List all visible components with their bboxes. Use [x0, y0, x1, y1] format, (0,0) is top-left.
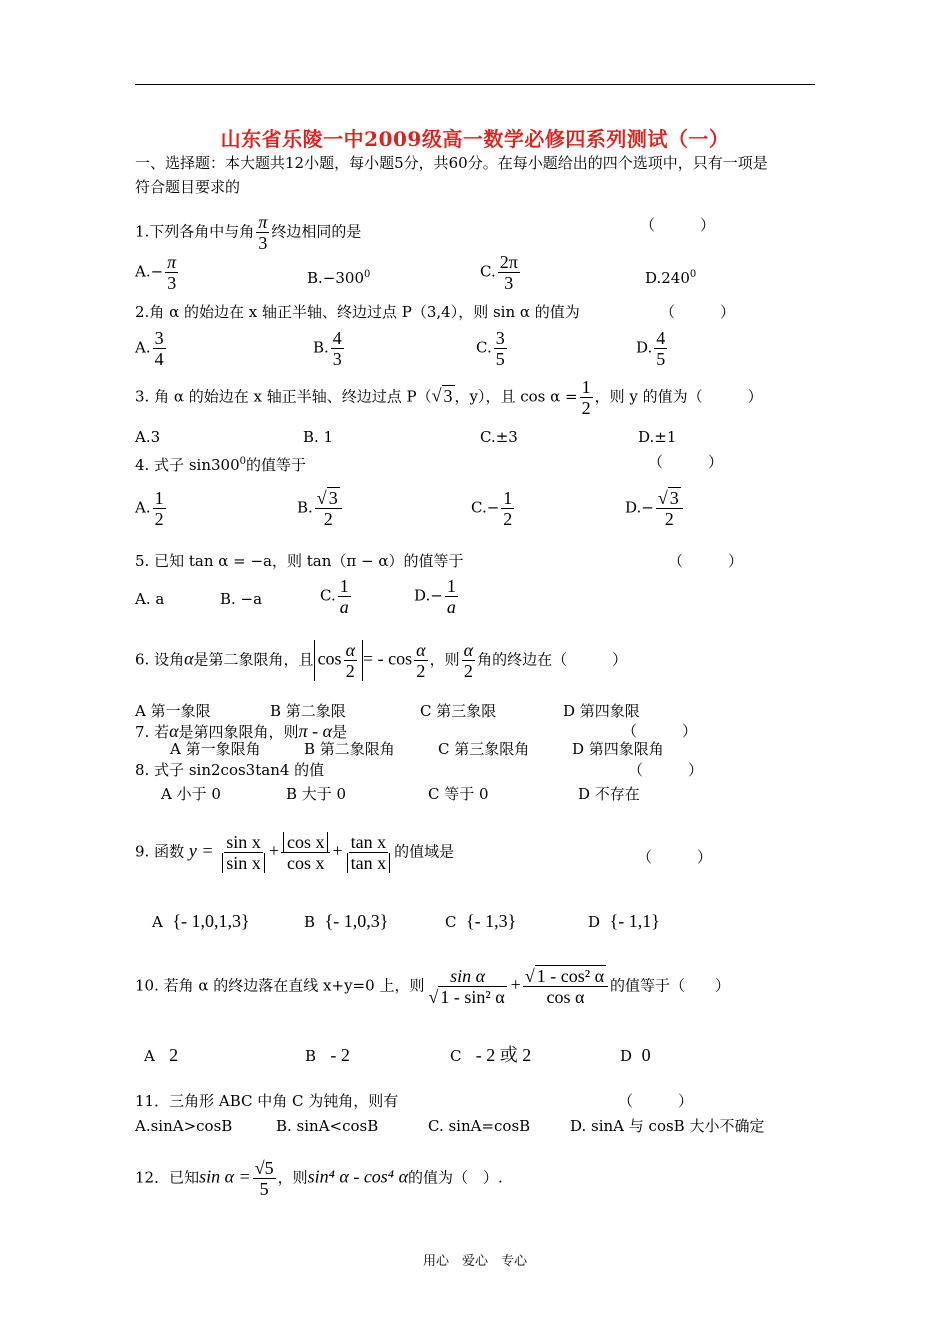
q2-option-c: C. $\frac{3}{5}$ — [476, 328, 505, 369]
question-5: 5. 已知 tan α = −a，则 tan（π − α）的值等于 — [135, 552, 464, 570]
question-8: 8. 式子 sin2cos3tan4 的值 — [135, 761, 325, 779]
q4-answer-paren: （ ） — [648, 453, 724, 471]
q1-stem-pre: 1.下列各角中与角 — [135, 222, 255, 241]
q3-option-d: D.±1 — [638, 428, 677, 446]
q10-option-a: A 2 — [144, 1045, 179, 1065]
header-rule — [135, 84, 815, 85]
q6-option-b: B 第二象限 — [270, 702, 346, 720]
q5-option-c: C. $\frac{1}{a}$ — [320, 576, 349, 617]
question-3: 3. 角 α 的始边在 x 轴正半轴、终边过点 P（√ 3 ，y），且 cos α = $\frac{1}{2}$ ，则 y 的值为（ ） — [135, 377, 763, 418]
section-intro-line1: 一、选择题：本大题共12小题，每小题5分，共60分。在每小题给出的四个选项中，只有一项是 — [135, 154, 768, 172]
section-intro-line2: 符合题目要求的 — [135, 178, 241, 196]
question-1 — [135, 212, 361, 253]
q9-answer-paren: （ ） — [637, 848, 713, 866]
q1-option-c: C. $\frac{2\pi}{3}$ — [480, 252, 518, 293]
question-10: 10. 若角 α 的终边落在直线 x+y=0 上，则 $\frac{\text{sin α}}{\text{√ 1 - sin² α}}$ + $\frac{\text{√ 1 - cos² α}}{\text{cos α}}$ 的值等于（ ） — [135, 966, 731, 1007]
q4-option-b: B. $\frac{√ 3}{2}$ — [297, 488, 344, 529]
question-2: 2.角 α 的始边在 x 轴正半轴、终边过点 P（3,4），则 sin α 的值为 — [135, 303, 580, 321]
q3-option-b: B. 1 — [303, 428, 334, 446]
q8-option-c: C 等于 0 — [428, 785, 489, 803]
q5-answer-paren: （ ） — [668, 552, 744, 570]
q11-option-a: A.sinA>cosB — [135, 1117, 233, 1135]
q7-answer-paren: （ ） — [622, 722, 698, 740]
q7-option-c: C 第三象限角 — [438, 740, 530, 758]
q10-option-b: B - 2 — [305, 1045, 350, 1065]
question-6: 6. 设角α是第二象限角，且 cos $\frac{\alpha}{2}$ = - cos $\frac{\alpha}{2}$ ，则 $\frac{\alpha}{2}$ 角的终边在（ ） — [135, 640, 628, 682]
q7-option-a: A 第一象限角 — [170, 740, 261, 758]
q2-option-d: D. $\frac{4}{5}$ — [636, 328, 666, 369]
q5-option-d: D.− $\frac{1}{a}$ — [414, 576, 456, 617]
q6-option-d: D 第四象限 — [563, 702, 640, 720]
q1-answer-paren: （ ） — [640, 216, 716, 234]
q1-fraction: $\frac{\pi}{3}$ — [258, 212, 268, 253]
q2-option-b: B. $\frac{4}{3}$ — [313, 328, 342, 369]
q9-option-d: D {- 1,1} — [588, 911, 660, 931]
q7-option-d: D 第四象限角 — [572, 740, 664, 758]
q10-option-c: C - 2 或 2 — [450, 1045, 532, 1065]
q11-option-c: C. sinA=cosB — [428, 1117, 531, 1135]
question-7: 7. 若α是第四象限角，则π - α是 — [135, 721, 348, 741]
q9-option-c: C {- 1,3} — [445, 911, 517, 931]
q1-option-a: A.− $\frac{\pi}{3}$ — [135, 252, 177, 293]
q1-option-d: D.240$^0$ — [645, 269, 697, 287]
q8-option-d: D 不存在 — [578, 785, 640, 803]
q2-option-a: A. $\frac{3}{4}$ — [135, 328, 164, 369]
question-11: 11．三角形 ABC 中角 C 为钝角，则有 — [135, 1092, 399, 1110]
question-9: 9. 函数 y = $\frac{\text{sin x}}{\text{sin x}}$ + $\frac{\text{cos x}}{\text{cos x}}$ + $\frac{\text{tan x}}{\text{tan x}}$ 的值域是 — [135, 832, 455, 873]
q9-option-b: B {- 1,0,3} — [304, 911, 389, 931]
q11-option-b: B. sinA<cosB — [276, 1117, 379, 1135]
q4-option-c: C.− $\frac{1}{2}$ — [471, 488, 513, 529]
q6-option-c: C 第三象限 — [420, 702, 497, 720]
page-footer: 用心 爱心 专心 — [422, 1254, 527, 1269]
question-4: 4. 式子 $\sin 300^0$的值等于 — [135, 456, 307, 474]
q7-option-b: B 第二象限角 — [304, 740, 395, 758]
q2-answer-paren: （ ） — [660, 303, 736, 321]
q11-answer-paren: （ ） — [618, 1092, 694, 1110]
page-title: 山东省乐陵一中2009级高一数学必修四系列测试（一） — [220, 127, 730, 151]
q1-stem-post: 终边相同的是 — [271, 222, 362, 241]
q8-answer-paren: （ ） — [628, 761, 704, 779]
q5-option-b: B. −a — [220, 590, 263, 608]
q4-option-a: A. $\frac{1}{2}$ — [135, 488, 164, 529]
q8-option-b: B 大于 0 — [286, 785, 347, 803]
q5-option-a: A. a — [135, 590, 165, 608]
q6-option-a: A 第一象限 — [135, 702, 211, 720]
q9-option-a: A {- 1,0,1,3} — [152, 911, 250, 931]
q8-option-a: A 小于 0 — [161, 785, 221, 803]
q1-option-b: $B.-300^0$ — [307, 269, 371, 287]
q3-option-a: A.3 — [135, 428, 161, 446]
q3-option-c: C.±3 — [480, 428, 518, 446]
q4-option-d: D.− $\frac{√ 3}{2}$ — [625, 488, 685, 529]
question-12: 12．已知sin α = $\frac{√5}{5}$ ，则sin⁴ α - cos⁴ α的值为（ ）. — [135, 1158, 503, 1199]
q10-option-d: D 0 — [620, 1045, 651, 1065]
q11-option-d: D. sinA 与 cosB 大小不确定 — [570, 1117, 765, 1135]
